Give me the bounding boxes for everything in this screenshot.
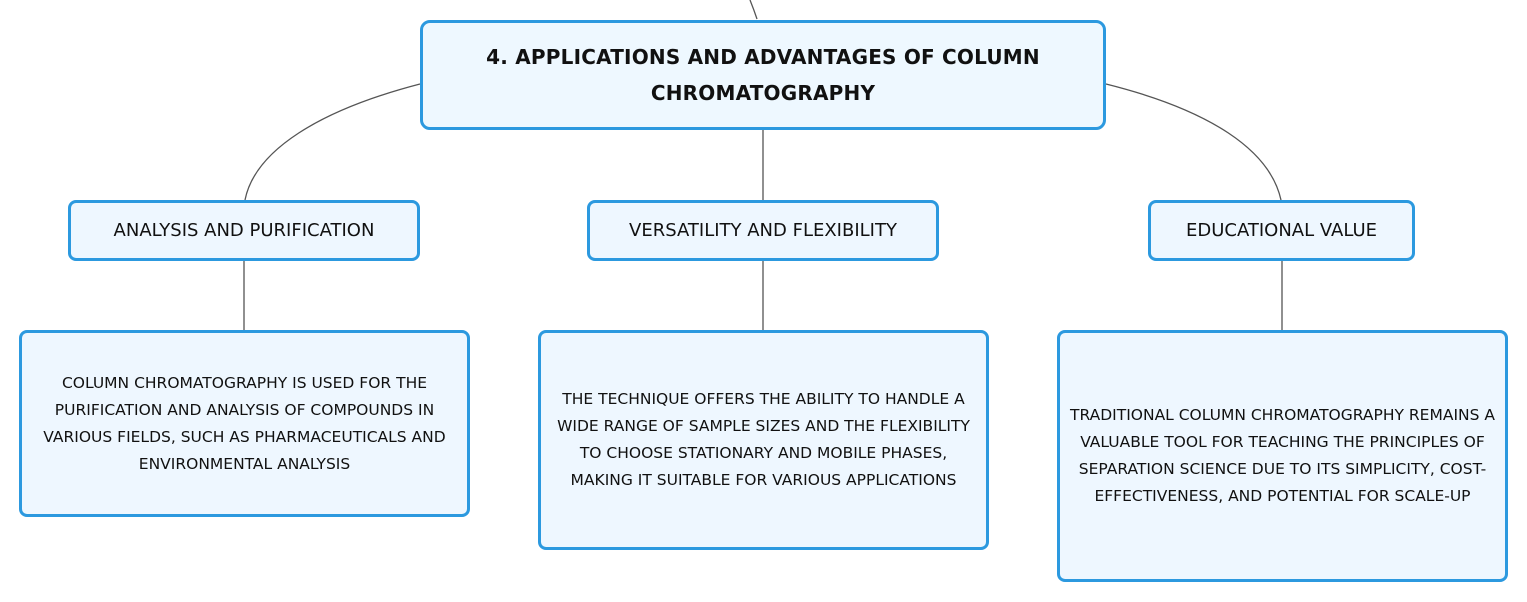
detail-node-versatility[interactable]	[538, 330, 989, 550]
detail-text-versatility: THE TECHNIQUE OFFERS THE ABILITY TO HANDLE A WIDE RANGE OF SAMPLE SIZES AND THE FLEXIBILITY TO CHOOSE STATIONARY AND MOBILE PHASES, MAKING IT SUITABLE FOR VARIOUS APPLICATIONS	[557, 390, 970, 489]
detail-text-educational: TRADITIONAL COLUMN CHROMATOGRAPHY REMAINS A VALUABLE TOOL FOR TEACHING THE PRINCIPLES OF SEPARATION SCIENCE DUE TO ITS SIMPLICITY, COST-EFFECTIVENESS, AND POTENTIAL FOR SCALE-UP	[1070, 406, 1495, 505]
category-node-versatility[interactable]	[587, 200, 939, 261]
category-node-educational[interactable]	[1148, 200, 1415, 261]
detail-text-analysis: COLUMN CHROMATOGRAPHY IS USED FOR THE PURIFICATION AND ANALYSIS OF COMPOUNDS IN VARIOUS FIELDS, SUCH AS PHARMACEUTICALS AND ENVIRONMENTAL ANALYSIS	[43, 373, 446, 473]
root-node[interactable]	[420, 20, 1106, 130]
root-title: 4. APPLICATIONS AND ADVANTAGES OF COLUMN CHROMATOGRAPHY	[486, 45, 1040, 105]
detail-node-analysis[interactable]	[19, 330, 470, 517]
category-node-analysis[interactable]	[68, 200, 420, 261]
connector-root-to-analysis	[245, 84, 420, 200]
category-label-versatility: VERSATILITY AND FLEXIBILITY	[629, 219, 897, 241]
connector-root-to-educational	[1106, 84, 1281, 200]
category-label-analysis: ANALYSIS AND PURIFICATION	[113, 219, 375, 241]
connector-from-parent	[750, 0, 757, 19]
detail-node-educational[interactable]	[1057, 330, 1508, 582]
category-label-educational: EDUCATIONAL VALUE	[1185, 219, 1378, 241]
